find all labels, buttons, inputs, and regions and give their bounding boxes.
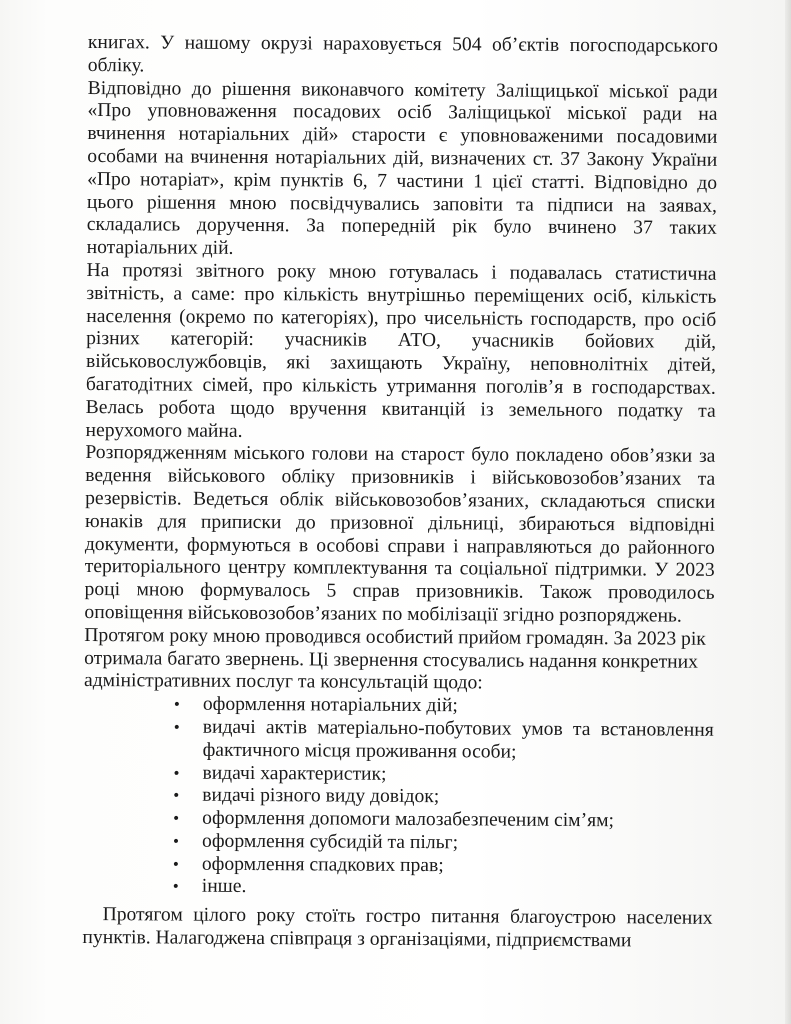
list-item: • оформлення допомоги малозабезпеченим сім’ям; — [195, 808, 713, 834]
list-item: • видачі характеристик; — [195, 762, 713, 788]
list-item: • видачі актів матеріально-побутових умов та встановлення фактичного місця проживання особи; — [196, 717, 714, 766]
list-item: • оформлення субсидій та пільг; — [195, 831, 713, 857]
document-body — [82, 32, 718, 954]
paragraph-5: Протягом року мною проводився особистий прийом громадян. За 2023 рік отримала багато звернень. Ці звернення стосувались надання конкретних адміністративних послуг та консультацій щодо: — [83, 624, 706, 694]
list-item: • оформлення нотаріальних дій; — [196, 694, 714, 720]
list-item: • інше. — [195, 876, 713, 902]
paragraph-1: книгах. У нашому окрузі нараховується 504 об’єктів погосподарського обліку. — [87, 32, 718, 77]
list-item: • видачі різного виду довідок; — [195, 785, 713, 811]
request-topics-list — [83, 693, 714, 902]
page-edge — [785, 0, 791, 1024]
list-item: • оформлення спадкових прав; — [195, 853, 713, 879]
paragraph-2: Відповідно до рішення виконавчого комітету Заліщицької міської ради «Про уповноваження посадових осіб Заліщицької міської ради на вчинення нотаріальних дій» старости є уповноваженими посадовими особами на вчинення нотаріальних дій, визначених ст. 37 Закону України «Про нотаріат», крім пунктів 6, 7 частини 1 цієї статті. Відповідно до цього рішення мною посвідчувались заповіти та підписи на заявах, складались доручення. За попередній рік було вчинено 37 таких нотаріальних дій. — [86, 77, 718, 260]
paragraph-4: Розпорядженням міського голови на старост було покладено обов’язки за ведення військового обліку призовників і військовозобов’язаних та резервістів. Ведеться облік військовозобов’язаних, складаються списки юнаків для приписки до призовної дільниці, збираються відповідні документи, формуються в особові справи і направляються до районного територіального центру комплектування та соціальної підтримки. У 2023 році мною формувалось 5 справ призовників. Також проводилось оповіщення військовозобов’язаних по мобілізації згідно розпоряджень. — [84, 442, 716, 627]
paragraph-3: На протязі звітного року мною готувалась і подавалась статистична звітність, а саме: про кількість внутрішньо переміщених осіб, кількість населення (окремо по категоріях), про чисельність господарств, про осіб різних категорій: учасників АТО, учасників бойових дій, військовослужбовців, які захищають Україну, неповнолітніх дітей, багатодітних сімей, про кількість утримання поголів’я в господарствах. Велась робота щодо вручення квитанцій із земельного податку та нерухомого майна. — [85, 259, 717, 442]
closing-paragraph: Протягом цілого року стоїть гостро питання благоустрою населених пунктів. Налагоджена співпраця з організаціями, підприємствами — [82, 904, 713, 952]
